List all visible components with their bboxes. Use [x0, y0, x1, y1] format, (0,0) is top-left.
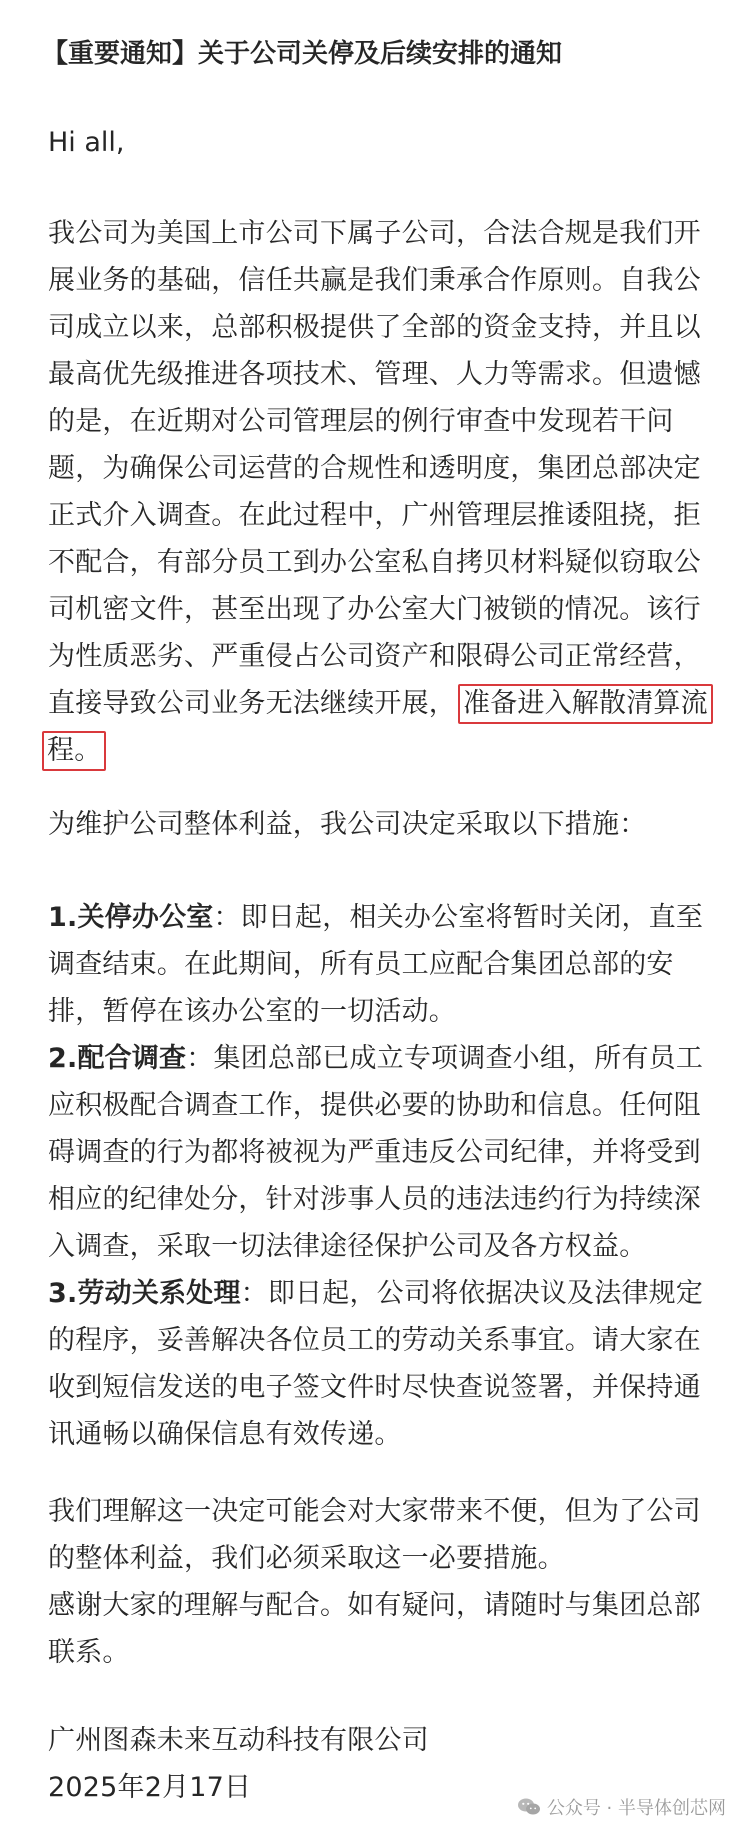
measure-3-text: ：即日起，公司将依据决议及法律规定: [240, 1278, 704, 1309]
intro-line: 为性质恶劣、严重侵占公司资产和限碍公司正常经营，: [48, 641, 701, 672]
measure-2-text: ：集团总部已成立专项调查小组，所有员工: [186, 1043, 704, 1074]
measures-intro: [48, 801, 698, 848]
measure-1-line: 调查结束。在此期间，所有员工应配合集团总部的安: [48, 949, 674, 980]
notice-title: 【重要通知】关于公司关停及后续安排的通知: [42, 39, 563, 69]
measure-2-heading: 2.配合调查: [48, 1043, 187, 1074]
watermark-text: 公众号 · 半导体创芯网: [546, 1798, 726, 1819]
greeting: Hi all,: [48, 127, 125, 158]
measure-3-line: 的程序，妥善解决各位员工的劳动关系事宜。请大家在: [48, 1325, 701, 1356]
measure-3-line: 讯通畅以确保信息有效传递。: [48, 1419, 402, 1450]
measure-1-heading: 1.关停办公室: [48, 902, 214, 933]
measure-3-heading: 3.劳动关系处理: [48, 1278, 241, 1309]
measure-1-text: ：即日起，相关办公室将暂时关闭，直至: [213, 902, 704, 933]
intro-line-plain: 直接导致公司业务无法继续开展，: [48, 688, 456, 719]
intro-line: 我公司为美国上市公司下属子公司，合法合规是我们开: [48, 218, 701, 249]
measure-2-line: 入调查，采取一切法律途径保护公司及各方权益。: [48, 1231, 647, 1262]
measure-2-line: 应积极配合调查工作，提供必要的协助和信息。任何阻: [48, 1090, 701, 1121]
intro-line: 题，为确保公司运营的合规性和透明度，集团总部决定: [48, 453, 701, 484]
closing-line: 感谢大家的理解与配合。如有疑问，请随时与集团总部: [48, 1590, 701, 1621]
intro-line-highlight: [48, 680, 708, 727]
wechat-icon: [517, 1797, 541, 1817]
watermark: [517, 1794, 726, 1820]
closing-paragraph: [48, 1488, 701, 1676]
intro-line: 展业务的基础，信任共赢是我们秉承合作原则。自我公: [48, 265, 701, 296]
measure-1-first-line: [48, 894, 704, 941]
highlight-box-dissolution: 准备进入解散清算流: [458, 684, 713, 724]
intro-line: 司成立以来，总部积极提供了全部的资金支持，并且以: [48, 312, 701, 343]
intro-line-highlight-end: [48, 727, 698, 774]
intro-line: 不配合，有部分员工到办公室私自拷贝材料疑似窃取公: [48, 547, 701, 578]
measures-intro-line: 为维护公司整体利益，我公司决定采取以下措施：: [48, 809, 647, 840]
notice-date: 2025年2月17日: [48, 1772, 252, 1803]
measure-2-line: 相应的纪律处分，针对涉事人员的违法违约行为持续深: [48, 1184, 701, 1215]
closing-line: 我们理解这一决定可能会对大家带来不便，但为了公司: [48, 1496, 701, 1527]
intro-line: 最高优先级推进各项技术、管理、人力等需求。但遗憾: [48, 359, 701, 390]
closing-line: 的整体利益，我们必须采取这一必要措施。: [48, 1543, 565, 1574]
measure-3-line: 收到短信发送的电子签文件时尽快查说签署，并保持通: [48, 1372, 701, 1403]
closing-line: 联系。: [48, 1637, 130, 1668]
measures-list: [48, 894, 704, 1458]
measure-1-line: 排，暂停在该办公室的一切活动。: [48, 996, 456, 1027]
company-name: 广州图森未来互动科技有限公司: [48, 1725, 429, 1756]
intro-line: 正式介入调查。在此过程中，广州管理层推诿阻挠，拒: [48, 500, 701, 531]
intro-line: 司机密文件，甚至出现了办公室大门被锁的情况。该行: [48, 594, 701, 625]
measure-2-first-line: [48, 1035, 704, 1082]
measure-2-line: 碍调查的行为都将被视为严重违反公司纪律，并将受到: [48, 1137, 701, 1168]
measure-3-first-line: [48, 1270, 704, 1317]
intro-paragraph: [47, 210, 708, 774]
intro-line: 的是，在近期对公司管理层的例行审查中发现若干问: [48, 406, 674, 437]
highlight-box-dissolution-end: 程。: [42, 731, 106, 771]
